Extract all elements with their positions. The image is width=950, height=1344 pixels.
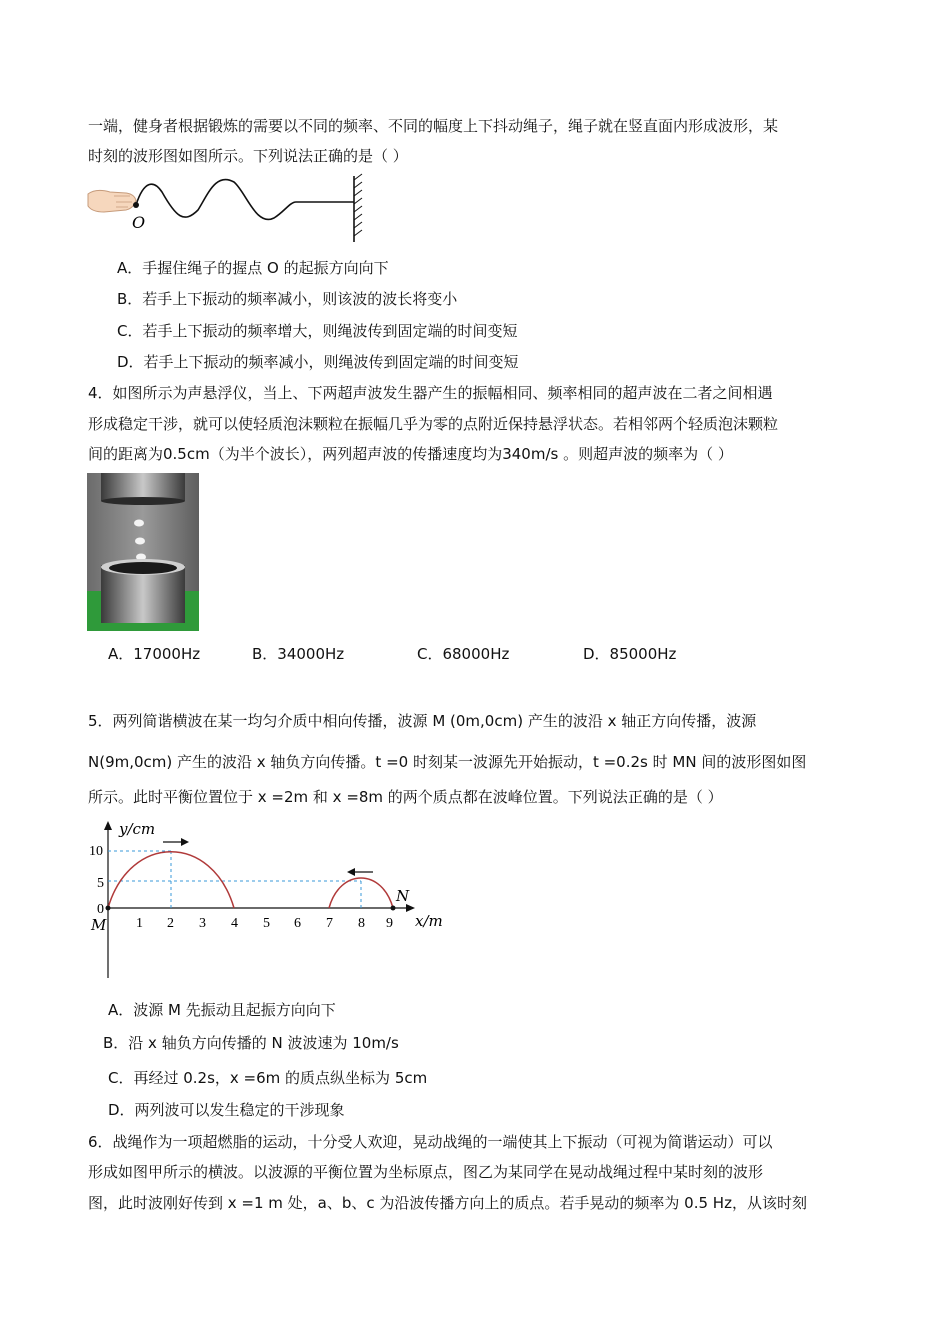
q3-stem-line-1: 一端，健身者根据锻炼的需要以不同的频率、不同的幅度上下抖动绳子，绳子就在竖直面内形成波形，某 [88, 117, 779, 135]
label-M: M [91, 916, 107, 934]
q3-option-d: D．若手上下振动的频率减小，则绳波传到固定端的时间变短 [117, 353, 519, 371]
x-tick-1: 1 [136, 916, 143, 931]
q5-stem-line-3: 所示。此时平衡位置位于 x =2m 和 x =8m 的两个质点都在波峰位置。下列说法正确的是（ ） [88, 788, 723, 806]
x-tick-6: 6 [294, 916, 301, 931]
q4-stem-line-1: 4．如图所示为声悬浮仪，当上、下两超声波发生器产生的振幅相同、频率相同的超声波在二者之间相遇 [88, 384, 773, 402]
x-tick-8: 8 [358, 916, 365, 931]
q5-option-d: D．两列波可以发生稳定的干涉现象 [108, 1101, 345, 1119]
wave-curve [136, 179, 354, 219]
q4-option-d: D．85000Hz [583, 645, 677, 663]
q4-option-c: C．68000Hz [417, 645, 510, 663]
x-axis-arrow [406, 904, 415, 912]
y-axis-arrow [104, 821, 112, 830]
q6-stem-line-1: 6．战绳作为一项超燃脂的运动，十分受人欢迎，晃动战绳的一端使其上下振动（可视为简谐运动）可以 [88, 1133, 773, 1151]
q6-stem-line-2: 形成如图甲所示的横波。以波源的平衡位置为坐标原点，图乙为某同学在晃动战绳过程中某时刻的波形 [88, 1163, 764, 1181]
q5-wave-graph [85, 818, 445, 983]
q4-stem-line-2: 形成稳定干涉，就可以使轻质泡沫颗粒在振幅几乎为零的点附近保持悬浮状态。若相邻两个轻质泡沫颗粒 [88, 415, 779, 433]
x-tick-3: 3 [199, 916, 206, 931]
q3-option-b: B．若手上下振动的频率减小，则该波的波长将变小 [117, 290, 458, 308]
y-tick-10: 10 [89, 844, 103, 859]
x-axis-label: x/m [415, 912, 443, 930]
q4-option-a: A．17000Hz [108, 645, 201, 663]
x-tick-9: 9 [386, 916, 393, 931]
y-tick-5: 5 [97, 876, 104, 891]
q5-option-c: C．再经过 0.2s，x =6m 的质点纵坐标为 5cm [108, 1069, 428, 1087]
q4-stem-line-3: 间的距离为0.5cm（为半个波长），两列超声波的传播速度均为340m/s 。则超声波的频率为（ ） [88, 445, 733, 463]
q5-stem-line-2: N(9m,0cm) 产生的波沿 x 轴负方向传播。t =0 时刻某一波源先开始振动，t =0.2s 时 MN 间的波形图如图 [88, 753, 807, 771]
y-tick-0: 0 [97, 902, 104, 917]
label-O: O [132, 213, 146, 232]
q5-option-a: A．波源 M 先振动且起振方向向下 [108, 1001, 336, 1019]
q3-option-c: C．若手上下振动的频率增大，则绳波传到固定端的时间变短 [117, 322, 518, 340]
y-axis-label: y/cm [119, 820, 156, 838]
rope-wave-figure [86, 172, 376, 247]
q5-stem-line-1: 5．两列简谐横波在某一均匀介质中相向传播，波源 M (0m,0cm) 产生的波沿 x 轴正方向传播，波源 [88, 712, 757, 730]
x-tick-7: 7 [326, 916, 333, 931]
hand-icon [88, 190, 136, 212]
x-tick-2: 2 [167, 916, 174, 931]
x-tick-4: 4 [231, 916, 238, 931]
q3-option-a: A．手握住绳子的握点 O 的起振方向向下 [117, 259, 389, 277]
q3-stem-line-2: 时刻的波形图如图所示。下列说法正确的是（ ） [88, 147, 408, 165]
q4-option-b: B．34000Hz [252, 645, 345, 663]
label-N: N [396, 887, 410, 905]
x-tick-5: 5 [263, 916, 270, 931]
acoustic-levitator-photo [87, 473, 199, 631]
q6-stem-line-3: 图，此时波刚好传到 x =1 m 处，a、b、c 为沿波传播方向上的质点。若手晃动的频率为 0.5 Hz，从该时刻 [88, 1194, 807, 1212]
q5-option-b: B．沿 x 轴负方向传播的 N 波波速为 10m/s [103, 1034, 399, 1052]
